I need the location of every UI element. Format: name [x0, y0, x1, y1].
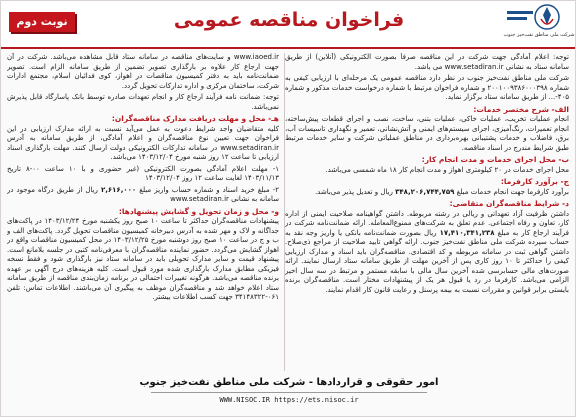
notice-footer [1, 373, 576, 417]
column-divider [284, 53, 285, 371]
doc-fee-paragraph [7, 186, 279, 205]
section-a-text: انجام عملیات تخریب، عملیات خاکی، عملیات بتنی، ساخت، نصب و اجرای قطعات پیش‌ساخته، انجام تعمیرات، رنگ‌آمیزی، اجرای سیستم‌های ایمنی و آتش‌نشانی، تعمیر و نگهداری تاسیسات آب، برق، فاضلاب و خدمات پشتیبانی بهره‌برداری در مناطق عملیاتی شرکت و سایر خدمات مرتبط طبق شرایط مندرج در اسناد مناقصه. [285, 115, 569, 152]
section-c-heading: ج- برآورد کارفرما: [500, 177, 569, 186]
footer-url: WWW.NISOC.IR https://ets.nisoc.ir [219, 396, 359, 404]
intro-note: توجه: اعلام آمادگی جهت شرکت در این مناقصه صرفاً بصورت الکترونیکی (آنلاین) از طریق سامانه ستاد به نشانی www.setadiran.ir می باشد. [285, 53, 569, 71]
section-d-paragraph [285, 210, 569, 296]
footer-divider [151, 392, 427, 393]
section-e-heading: هـ- محل و مهلت دریافت مدارک مناقصه‌گران: [111, 114, 279, 123]
page-title: فراخوان مناقصه عمومی [173, 9, 405, 31]
round-badge: نوبت دوم [9, 12, 75, 32]
employer-estimate: ۳۴۸,۲۰۶,۷۴۴,۷۵۹ [395, 187, 455, 196]
doc-fee-text: ۲- مبلغ خرید اسناد و شماره حساب واریز مبلغ [139, 185, 279, 194]
guarantee-amount: ۱۷,۴۱۰,۳۴۱,۲۳۸ [439, 228, 495, 237]
section-d-tail: ریال بصورت ضمانت‌نامه بانکی یا واریز وجه نقد به حساب سپرده شرکت ملی مناطق نفت‌خیز جنوب. ارائه گواهی تایید صلاحیت از مراجع ذی‌صلاح. داشتن گواهی ثبت در سامانه مربوطه و کد اقتصادی. مناقصه‌گران باید اسناد و مدارک ارزیابی کیفی را حداکثر تا ۱۰ روز کاری پس از آخرین مهلت از طریق سامانه ستاد ارسال نمایند. ارائه صورت‌های مالی حسابرسی شده آخرین سال مالی با سابقه مستمر و مرتبط در سه سال اخیر الزامی می‌باشد. کارفرما در رد یا قبول هر یک از پیشنهادات مختار است. مناقصه‌گران برنده بایستی برابر قوانین و مقررات نسبت به بیمه پرسنل و رعایت قانون کار اقدام نمایند. [285, 228, 569, 294]
left-paragraph-1: www.iaoed.ir و سایت‌های مناقصه در سامانه ستاد قابل مشاهده می‌باشد. شرکت در آن جهت ارجاع کار علاوه بر بارگذاری تصویر تضمین از طریق سامانه الزام است. تصویر ضمانت‌نامه باید به دفتر کمیسیون مناقصات در اهواز، کوی فدائیان اسلام، مجتمع ادارات شرکت، ساختمان مرکزی و اداره تدارکات تحویل گردد. [7, 53, 279, 90]
section-f-heading: و- محل و زمان تحویل و گشایش پیشنهادها: [118, 206, 279, 216]
footer-signature: امور حقوقی و قراردادها - شرکت ملی مناطق نفت‌خیز جنوب [139, 377, 439, 388]
right-column [285, 53, 569, 371]
notice-header [1, 1, 576, 49]
section-a-heading: الف- شرح مختصر خدمات: [473, 104, 569, 114]
doc-fee-tail: ریال از طریق درگاه موجود در سامانه به نشانی www.setadiran.ir [7, 185, 279, 203]
left-paragraph-6: پیشنهادات مناقصه‌گران حداکثر تا ساعت ۱۰ صبح روز یکشنبه مورخ ۱۴۰۳/۱۲/۲۴ در پاکت‌های جداگانه و لاک و مهر شده به آدرس دبیرخانه کمیسیون مناقصات تحویل گردد. پاکت‌های الف و ب و ج در ساعت ۱۰ صبح روز دوشنبه مورخ ۱۴۰۳/۱۲/۲۵ در محل کمیسیون مناقصات واقع در اهواز گشایش می‌گردد. حضور نماینده مناقصه‌گران با معرفی‌نامه کتبی در جلسه بلامانع است. پیشنهاد قیمت و سایر مدارک تحویلی باید در سامانه ستاد نیز بارگذاری شود و فقط نسخه فیزیکی مطابق مدارک بارگذاری شده مورد قبول است. کلیه هزینه‌های درج آگهی بر عهده برنده مناقصه می‌باشد. هرگونه تغییرات احتمالی در برنامه زمان‌بندی مناقصه از طریق سامانه ستاد اعلام خواهد شد و مناقصه‌گران موظف به پیگیری آن می‌باشند. اطلاعات تماس: تلفن ۰۶۱-۳۴۱۴۸۳۲۲ جهت کسب اطلاعات بیشتر. [7, 217, 279, 301]
doc-fee-amount: ۲,۶۱۶,۰۰۰ [100, 185, 137, 194]
section-c-tail: ریال و تعدیل پذیر می‌باشد. [314, 187, 393, 196]
deadline-item: ۱- مهلت اعلام آمادگی بصورت الکترونیکی (غیر حضوری و با ۱۰ ساعت ۰۰-۸ تاریخ ۱۴۰۳/۱۱/۱۳ لغایت ساعت ۱۲ روز ۱۴۰۳/۱۲/۰۴ [7, 164, 279, 182]
left-paragraph-3: کلیه متقاضیان واجد شرایط دعوت به عمل می‌آید نسبت به ارائه مدارک ارزیابی در این فراخوان جهت تعیین نوع مناقصه‌گران و اعلام آمادگی، از طریق سامانه به آدرس www.setadiran.ir در سامانه تدارکات الکترونیکی دولت ارسال کنند. مهلت بارگذاری اسناد ارزیابی تا ساعت ۱۲ روز شنبه مورخ ۱۴۰۳/۱۲/۰۴ می‌باشد. [7, 124, 279, 161]
company-caption: شرکت ملی مناطق نفت‌خیز جنوب [503, 32, 575, 38]
section-d-text: داشتن ظرفیت آزاد تعهداتی و ریالی در رشته مربوطه. داشتن گواهینامه صلاحیت ایمنی از اداره کار، تعاون و رفاه اجتماعی. عدم تعلق به شرکت‌های ممنوع‌المعامله. ارائه ضمانت‌نامه شرکت در فرآیند ارجاع کار به مبلغ [285, 209, 569, 237]
left-column [7, 53, 279, 371]
section-b-heading: ب- محل اجرای خدمات و مدت انجام کار: [421, 155, 569, 164]
section-b-text: محل اجرای خدمات در ۲۰ کیلومتری اهواز و مدت انجام کار ۱۸ ماه شمسی می‌باشد. [325, 165, 569, 174]
section-c-paragraph [285, 188, 569, 198]
section-d-heading: د- شرایط مناقصه‌گران متقاضی: [449, 199, 569, 208]
intro-paragraph: شرکت ملی مناطق نفت‌خیز جنوب در نظر دارد مناقصه عمومی یک مرحله‌ای با ارزیابی کیفی به شماره ۲۰۰۱۰۰۹۳۸۶۰۰۰۳۹۸ و شماره فراخوان مرتبط با شماره درخواست خدمات مذکور و شماره ۴۰۵-... از طریق سامانه ستاد برگزار نماید. [285, 74, 569, 101]
bank-note: توجه: ضمانت نامه فرآیند ارجاع کار و انجام تعهدات صادره توسط بانک پاسارگاد قابل پذیرش نمی‌باشد. [7, 93, 279, 111]
section-c-text: برآورد کارفرما جهت انجام خدمات مبلغ [456, 187, 569, 196]
